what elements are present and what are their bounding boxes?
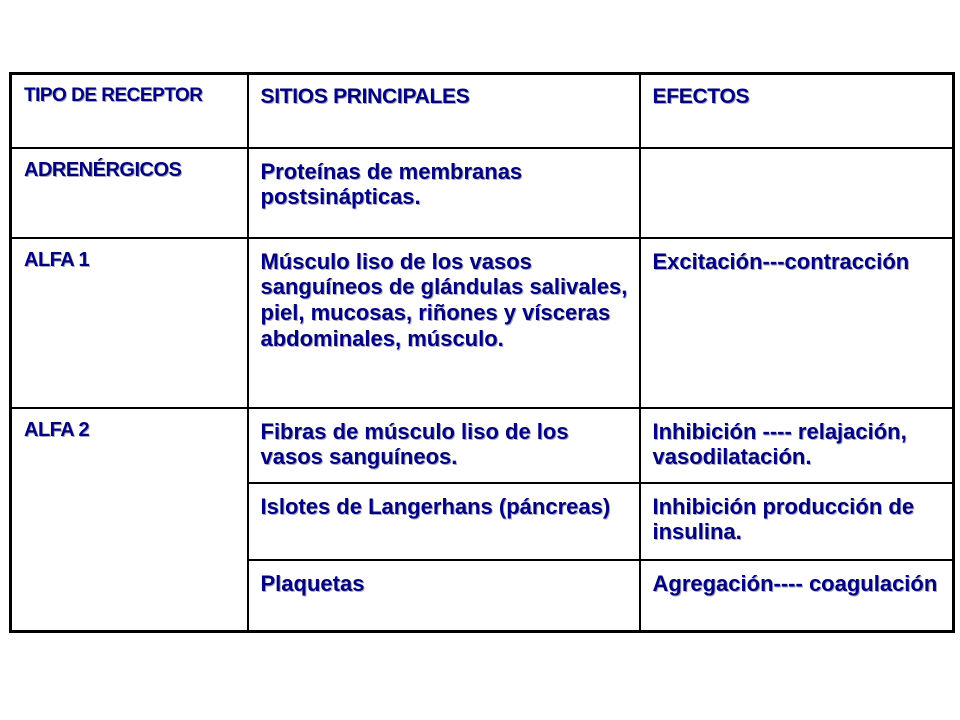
- header-tipo-receptor: TIPO DE RECEPTOR: [11, 74, 248, 148]
- cell-efecto: Agregación---- coagulación: [640, 560, 954, 632]
- header-sitios-principales: SITIOS PRINCIPALES: [248, 74, 640, 148]
- header-row: [11, 74, 954, 148]
- cell-efecto: Inhibición producción de insulina.: [640, 483, 954, 560]
- cell-sitio: Islotes de Langerhans (páncreas): [248, 483, 640, 560]
- table-row: [11, 408, 954, 483]
- cell-sitio: Plaquetas: [248, 560, 640, 632]
- table-row: [11, 148, 954, 238]
- cell-efecto: Inhibición ---- relajación, vasodilatación.: [640, 408, 954, 483]
- cell-sitio: Músculo liso de los vasos sanguíneos de glándulas salivales, piel, mucosas, riñones y vísceras abdominales, músculo.: [248, 238, 640, 408]
- receptor-table: [9, 72, 955, 633]
- cell-tipo: ADRENÉRGICOS: [11, 148, 248, 238]
- table-row: [11, 238, 954, 408]
- cell-tipo: ALFA 1: [11, 238, 248, 408]
- cell-sitio: Fibras de músculo liso de los vasos sanguíneos.: [248, 408, 640, 483]
- cell-sitio: Proteínas de membranas postsinápticas.: [248, 148, 640, 238]
- cell-efecto: [640, 148, 954, 238]
- header-efectos: EFECTOS: [640, 74, 954, 148]
- cell-tipo: ALFA 2: [11, 408, 248, 632]
- cell-efecto: Excitación---contracción: [640, 238, 954, 408]
